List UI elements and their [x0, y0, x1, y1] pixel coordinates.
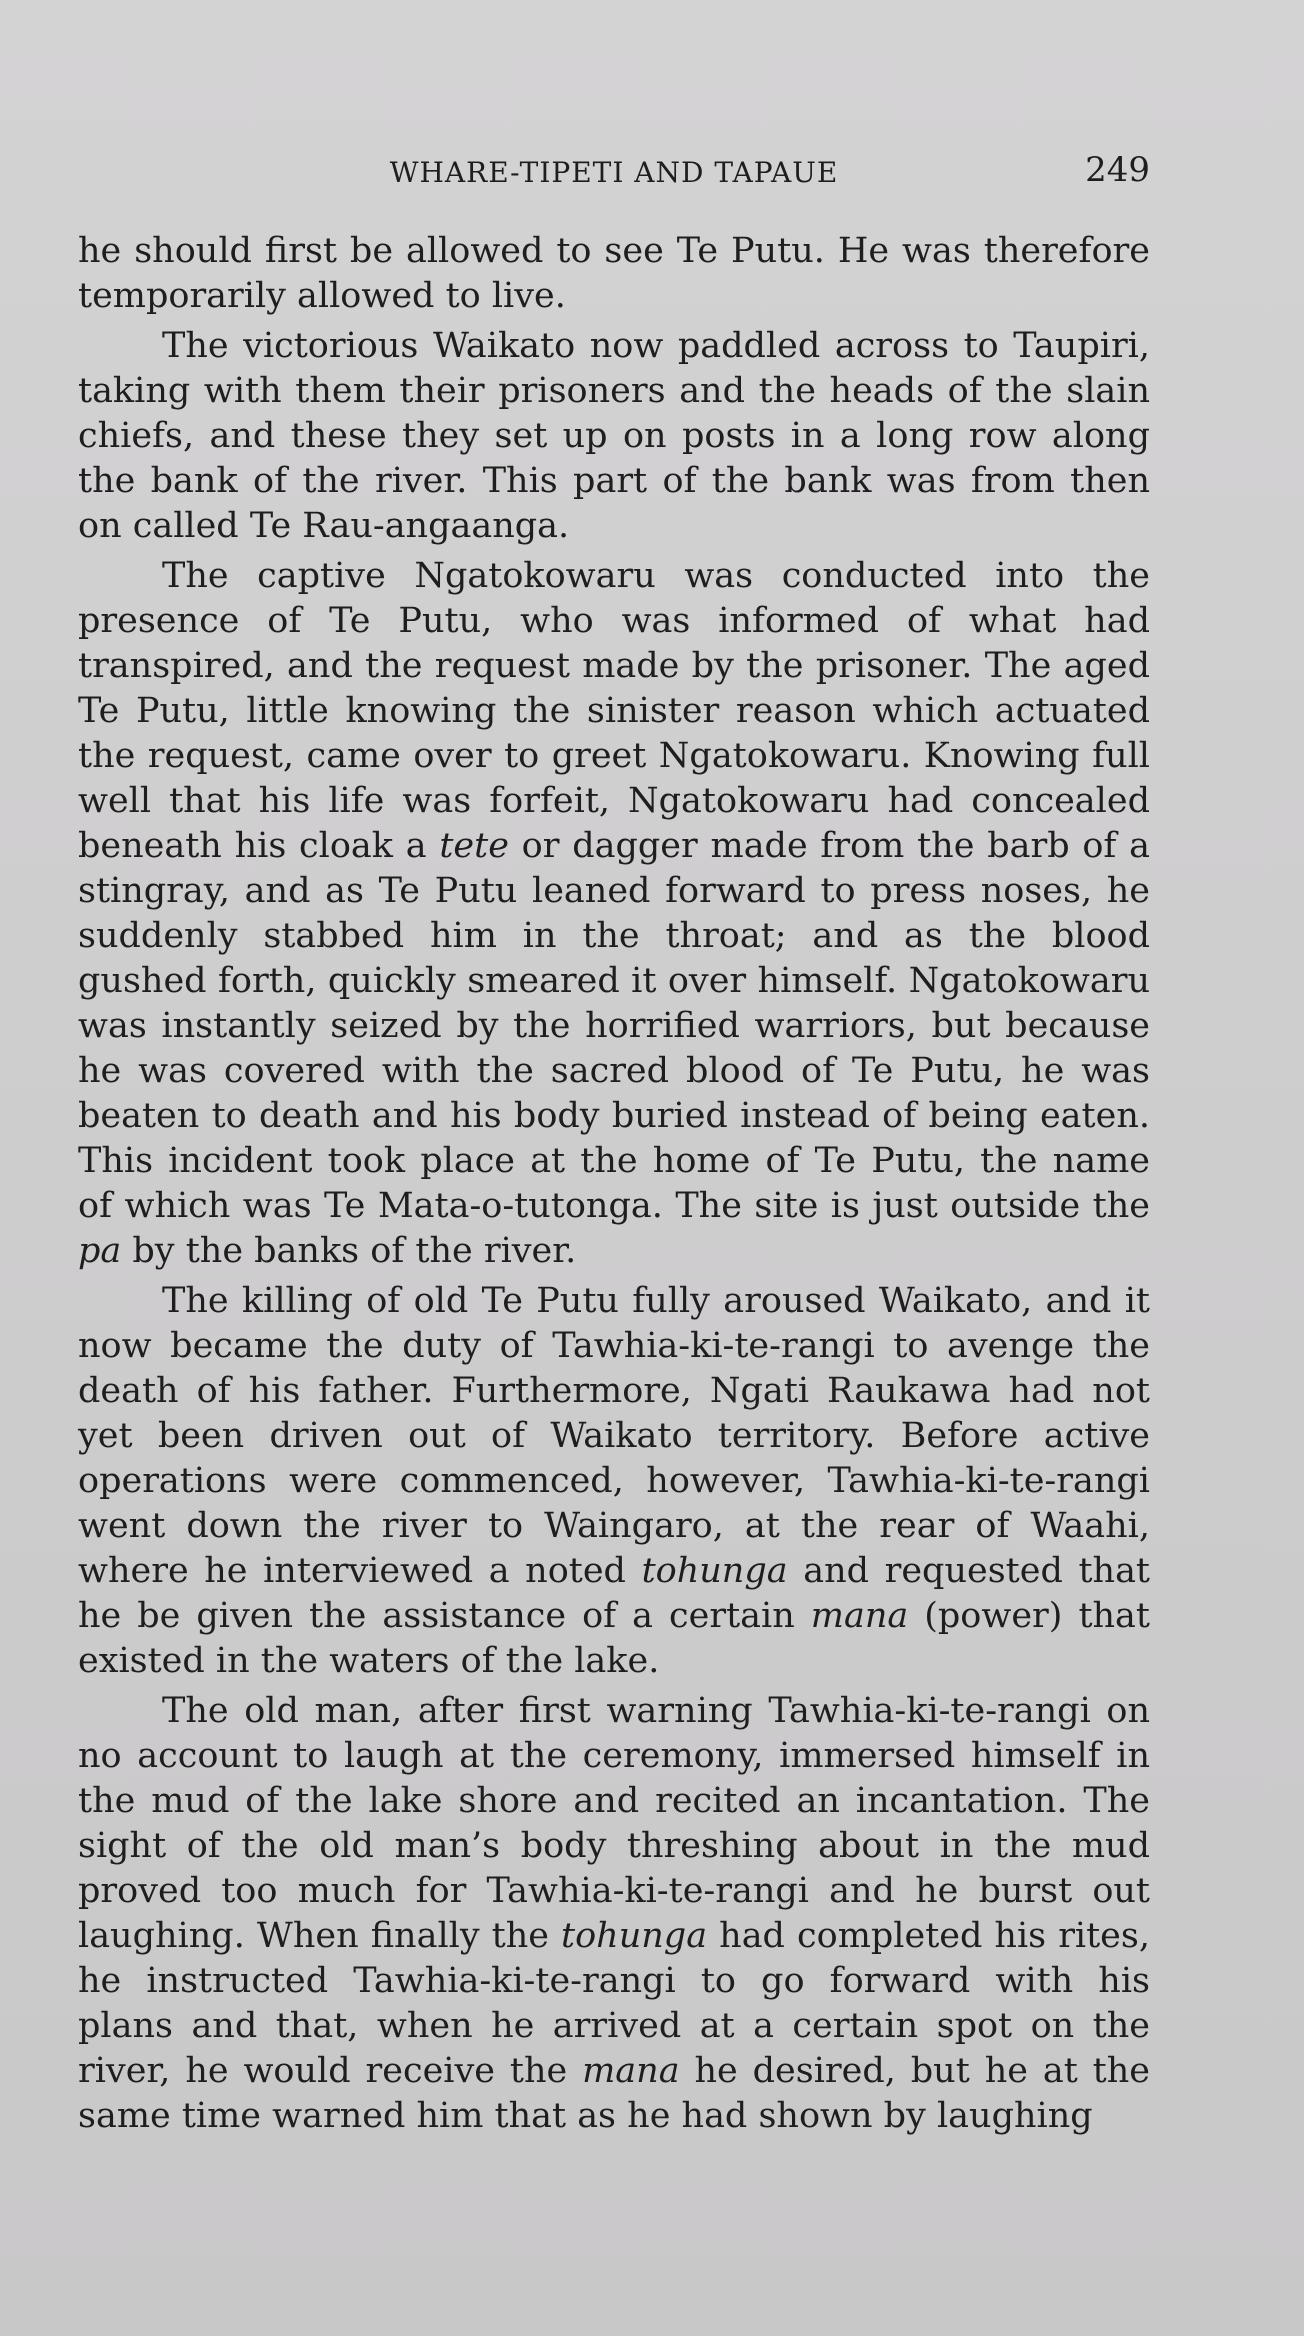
text-run: and requested that he be given the assistance of a certain [78, 1551, 1150, 1636]
text-run: The captive Ngatokowaru was conducted into the presence of Te Putu, who was informed of what had transpired, and the request made by the prisoner. The aged Te Putu, little knowing the sinister reason which actuated the request, came over to greet Ngatokowaru. Knowing full well that his life was forfeit, Ngatokowaru had concealed beneath his cloak a [78, 556, 1150, 866]
paragraph [78, 324, 1150, 549]
paragraph [78, 229, 1150, 319]
paragraph [78, 1689, 1150, 2139]
text-run: he desired, but he at the same time warned him that as he had shown by laughing [78, 2051, 1150, 2136]
text-run: or dagger made from the barb of a stingray, and as Te Putu leaned forward to press noses, he suddenly stabbed him in the throat; and as the blood gushed forth, quickly smeared it over himself. Ngatokowaru was instantly seized by the horrified warriors, but because he was covered with the sacred blood of Te Putu, he was beaten to death and his body buried instead of being eaten. This incident took place at the home of Te Putu, the name of which was Te Mata-o-tutonga. The site is just outside the [78, 826, 1150, 1226]
paragraph [78, 1279, 1150, 1684]
italic-term: tete [439, 826, 509, 866]
text-run: (power) that existed in the waters of the lake. [78, 1596, 1150, 1681]
italic-term: mana [582, 2051, 680, 2091]
italic-term: tohunga [561, 1916, 708, 1956]
running-head [78, 150, 1150, 194]
text-run: The old man, after first warning Tawhia-ki-te-rangi on no account to laugh at the ceremony, immersed himself in the mud of the lake shore and recited an incantation. The sight of the old man’s body threshing about in the mud proved too much for Tawhia-ki-te-rangi and he burst out laughing. When finally the [78, 1691, 1150, 1956]
paragraph [78, 554, 1150, 1274]
running-title: WHARE-TIPETI AND TAPAUE [389, 156, 839, 189]
text-run: he should first be allowed to see Te Putu. He was therefore temporarily allowed to live. [78, 231, 1150, 316]
body-text [78, 229, 1150, 2144]
text-run: by the banks of the river. [121, 1231, 577, 1271]
italic-term: mana [810, 1596, 909, 1636]
text-run: had completed his rites, he instructed Tawhia-ki-te-rangi to go forward with his plans and that, when he arrived at a certain spot on the river, he would receive the [78, 1916, 1150, 2091]
page-number: 249 [1085, 150, 1150, 190]
italic-term: tohunga [641, 1551, 788, 1591]
text-run: The victorious Waikato now paddled across to Taupiri, taking with them their prisoners and the heads of the slain chiefs, and these they set up on posts in a long row along the bank of the river. This part of the bank was from then on called Te Rau-angaanga. [78, 326, 1150, 546]
text-run: The killing of old Te Putu fully aroused Waikato, and it now became the duty of Tawhia-ki-te-rangi to avenge the death of his father. Furthermore, Ngati Raukawa had not yet been driven out of Waikato territory. Before active operations were commenced, however, Tawhia-ki-te-rangi went down the river to Waingaro, at the rear of Waahi, where he interviewed a noted [78, 1281, 1150, 1591]
italic-term: pa [78, 1231, 122, 1271]
